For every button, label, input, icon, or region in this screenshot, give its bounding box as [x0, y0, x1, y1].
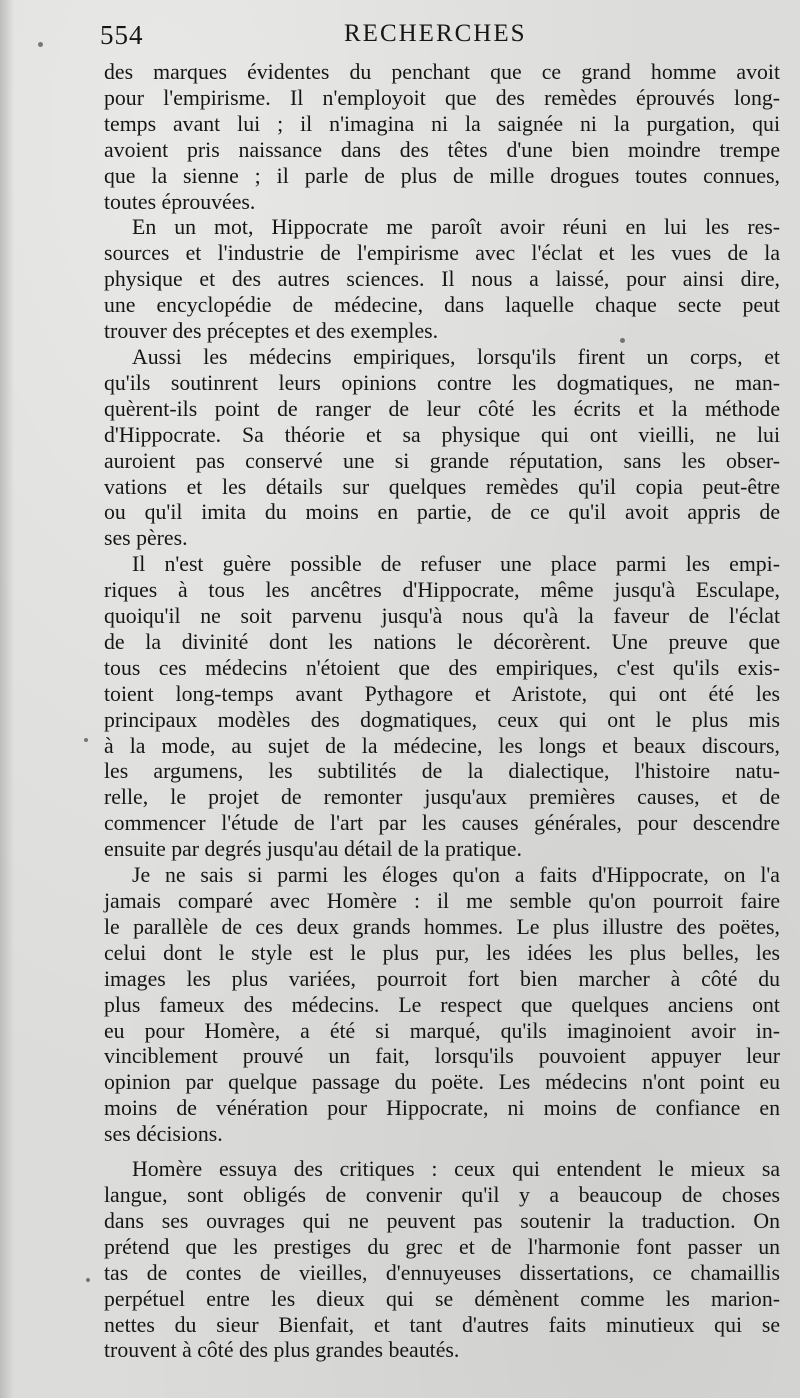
text-line: de la divinité dont les nations le décorèrent. Une preuve que: [104, 629, 780, 654]
text-line: pour l'empirisme. Il n'employoit que des remèdes éprouvés long-: [104, 85, 780, 110]
text-line: eu pour Homère, a été si marqué, qu'ils imaginoient avoir in-: [104, 1018, 780, 1043]
text-line: les argumens, les subtilités de la dialectique, l'histoire natu-: [104, 759, 780, 784]
text-line: ensuite par degrés jusqu'au détail de la pratique.: [104, 837, 522, 862]
text-line: avoient pris naissance dans des têtes d'une bien moindre trempe: [104, 137, 780, 162]
text-line: tas de contes de vieilles, d'ennuyeuses dissertations, ce chamaillis: [104, 1260, 780, 1285]
text-line: nettes du sieur Bienfait, et tant d'autres faits minutieux qui se: [104, 1312, 780, 1337]
text-line: plus fameux des médecins. Le respect que quelques anciens ont: [104, 992, 780, 1017]
text-line: que la sienne ; il parle de plus de mille drogues toutes connues,: [104, 163, 780, 188]
text-line: trouver des préceptes et des exemples.: [104, 319, 439, 344]
ink-speck: [620, 338, 625, 343]
text-line: jamais comparé avec Homère : il me semble qu'on pourroit faire: [104, 889, 780, 913]
text-line: images les plus variées, pourroit fort bien marcher à côté du: [104, 966, 780, 991]
text-line: ou qu'il imita du moins en partie, de ce qu'il avoit appris de: [104, 500, 780, 525]
ink-speck: [86, 1278, 90, 1282]
text-line: prétend que les prestiges du grec et de l'harmonie font passer un: [104, 1234, 780, 1259]
text-line: En un mot, Hippocrate me paroît avoir réuni en lui les res-: [132, 215, 780, 240]
text-line: langue, sont obligés de convenir qu'il y a beaucoup de choses: [104, 1182, 780, 1207]
text-line: perpétuel entre les dieux qui se démènent comme les marion-: [104, 1286, 780, 1311]
text-line: toutes éprouvées.: [104, 189, 256, 214]
text-line: ses décisions.: [104, 1122, 223, 1147]
text-line: quèrent-ils point de ranger de leur côté les écrits et la méthode: [104, 396, 780, 421]
text-line: quoiqu'il ne soit parvenu jusqu'à nous qu'à la faveur de l'éclat: [104, 604, 780, 629]
text-line: ses pères.: [104, 526, 188, 551]
page-binding-shadow: [0, 0, 14, 1398]
text-line: une encyclopédie de médecine, dans laquelle chaque secte peut: [104, 293, 780, 318]
text-line: le parallèle de ces deux grands hommes. Le plus illustre des poëtes,: [104, 914, 780, 939]
page-header: [100, 16, 780, 56]
text-line: moins de vénération pour Hippocrate, ni moins de confiance en: [104, 1096, 780, 1121]
text-line: qu'ils soutinrent leurs opinions contre les dogmatiques, ne man-: [104, 370, 780, 395]
text-line: vations et les détails sur quelques remèdes qu'il copia peut-être: [104, 474, 780, 499]
text-line: commencer l'étude de l'art par les causes générales, pour descendre: [104, 811, 780, 836]
text-line: riques à tous les ancêtres d'Hippocrate, même jusqu'à Esculape,: [104, 578, 780, 603]
text-line: physique et des autres sciences. Il nous a laissé, pour ainsi dire,: [104, 267, 780, 292]
text-line: d'Hippocrate. Sa théorie et sa physique qui ont vieilli, ne lui: [104, 422, 780, 447]
text-line: temps avant lui ; il n'imagina ni la saignée ni la purgation, qui: [104, 111, 780, 136]
text-line: toient long-temps avant Pythagore et Aristote, qui ont été les: [104, 681, 780, 706]
text-line: tous ces médecins n'étoient que des empiriques, c'est qu'ils exis-: [104, 655, 780, 680]
text-line: sources et l'industrie de l'empirisme avec l'éclat et les vues de la: [104, 241, 780, 266]
running-title: RECHERCHES: [344, 20, 527, 47]
ink-speck: [84, 738, 88, 742]
text-line: opinion par quelque passage du poëte. Les médecins n'ont point eu: [104, 1070, 780, 1095]
text-line: des marques évidentes du penchant que ce grand homme avoit: [104, 60, 780, 84]
text-line: celui dont le style est le plus pur, les idées les plus belles, les: [104, 940, 780, 965]
text-line: Il n'est guère possible de refuser une place parmi les empi-: [132, 552, 780, 577]
text-line: Aussi les médecins empiriques, lorsqu'ils firent un corps, et: [132, 344, 780, 369]
text-line: dans ses ouvrages qui ne peuvent pas soutenir la traduction. On: [104, 1208, 780, 1233]
ink-speck: [38, 42, 43, 47]
text-line: trouvent à côté des plus grandes beautés.: [104, 1338, 460, 1363]
text-line: Je ne sais si parmi les éloges qu'on a faits d'Hippocrate, on l'a: [132, 863, 780, 888]
text-line: vinciblement prouvé un fait, lorsqu'ils pouvoient appuyer leur: [104, 1044, 780, 1069]
text-line: principaux modèles des dogmatiques, ceux qui ont le plus mis: [104, 707, 780, 732]
text-line: à la mode, au sujet de la médecine, les longs et beaux discours,: [104, 733, 780, 758]
body-text: [104, 60, 780, 1364]
text-line: Homère essuya des critiques : ceux qui entendent le mieux sa: [132, 1157, 780, 1182]
page-number: 554: [100, 20, 144, 50]
text-line: relle, le projet de remonter jusqu'aux premières causes, et de: [104, 785, 780, 810]
text-line: auroient pas conservé une si grande réputation, sans les obser-: [104, 448, 780, 473]
